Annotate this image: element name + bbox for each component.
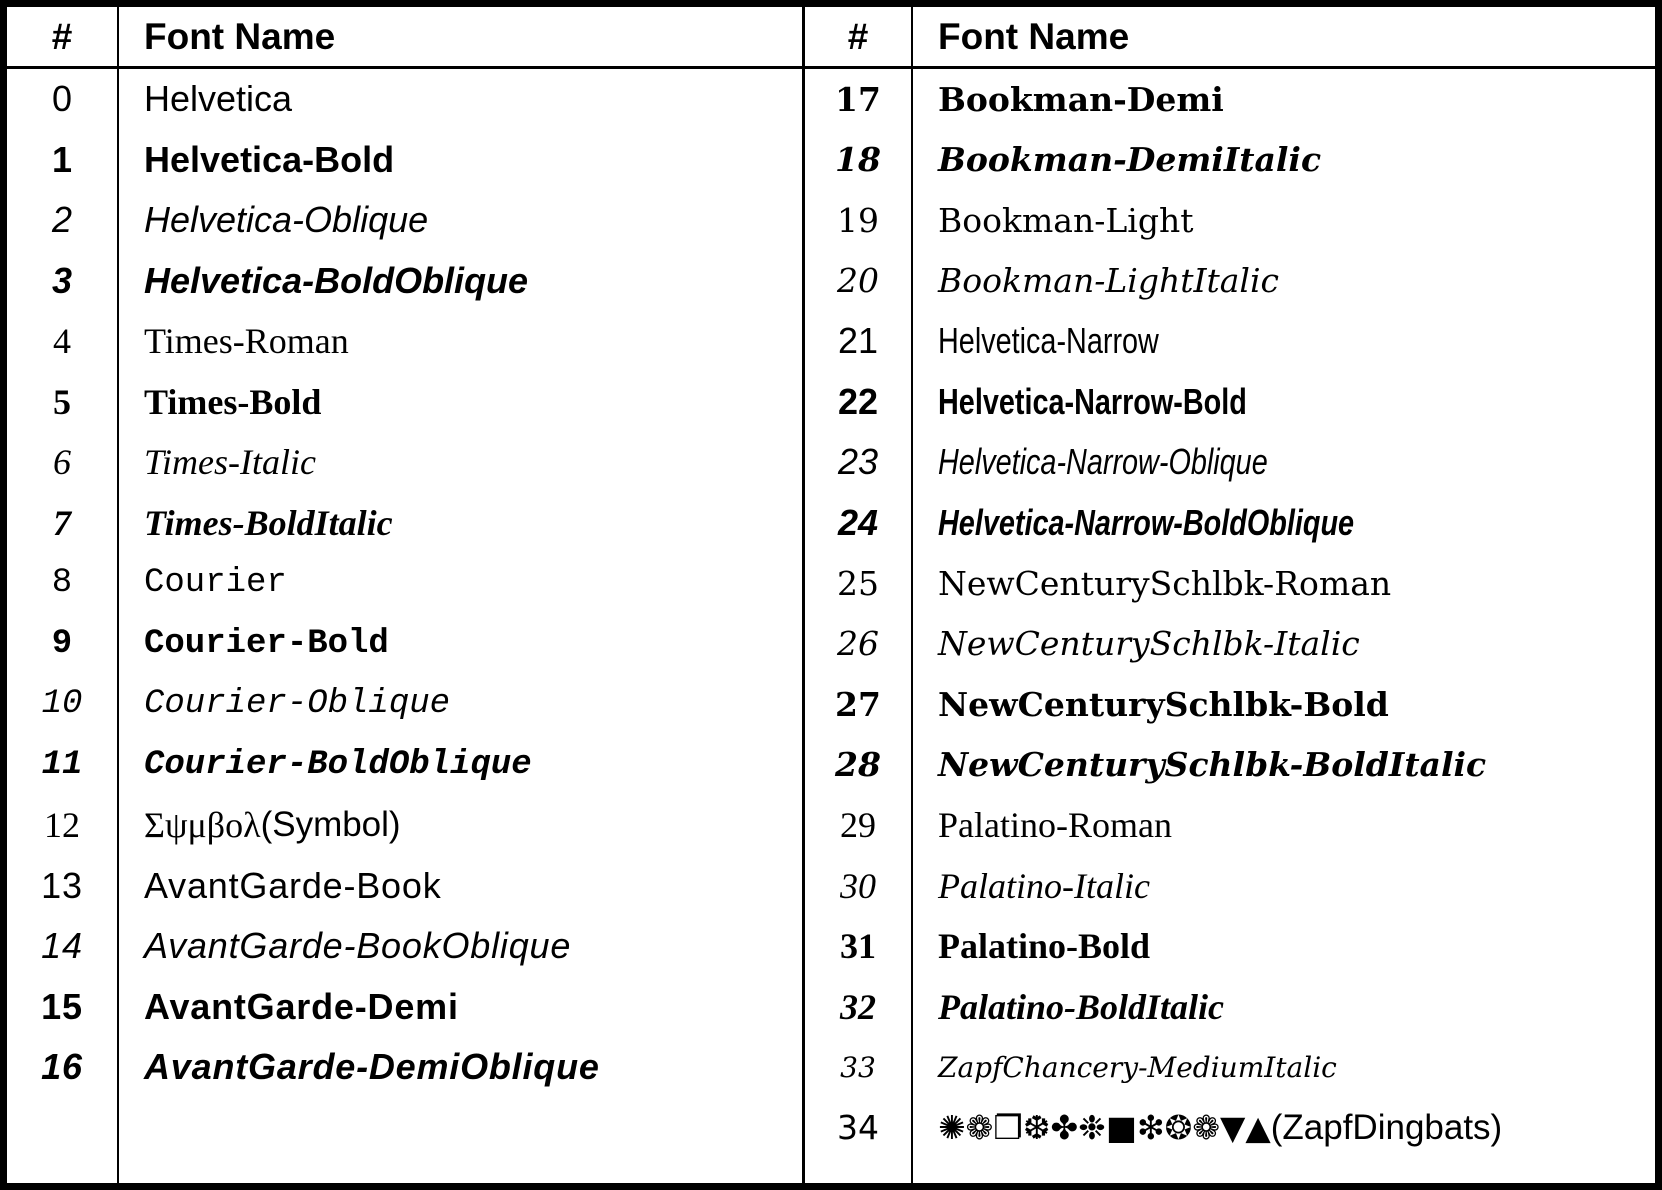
font-name-cell (119, 856, 802, 917)
font-name-cell (913, 1037, 1655, 1098)
font-name: Helvetica (144, 78, 293, 120)
font-name-cell (913, 916, 1655, 977)
table-row (805, 372, 1655, 433)
header-number-column: # (805, 7, 913, 66)
font-name: Times-Roman (144, 321, 349, 362)
font-name: Times-Bold (144, 381, 322, 422)
font-table-left-half (7, 7, 805, 1183)
font-name: Bookman-Light (938, 200, 1194, 240)
table-row (805, 674, 1655, 735)
font-name: AvantGarde-BookOblique (144, 925, 572, 967)
font-name: Palatino-Italic (938, 865, 1150, 906)
font-name: Helvetica-Bold (144, 138, 395, 180)
filler-number-cell (805, 1158, 913, 1183)
font-number: 8 (7, 553, 119, 614)
font-name: NewCenturySchlbk-Bold (938, 684, 1389, 724)
font-name-cell (119, 311, 802, 372)
font-name: Times-Italic (144, 442, 316, 483)
font-name-cell (913, 977, 1655, 1038)
font-number: 4 (7, 311, 119, 372)
header-font-name-column: Font Name (144, 15, 336, 57)
table-row (7, 372, 802, 433)
font-number: 29 (805, 795, 913, 856)
table-row (7, 916, 802, 977)
table-row (7, 190, 802, 251)
font-number: 26 (805, 614, 913, 675)
font-name: ZapfChancery-MediumItalic (938, 1050, 1337, 1084)
font-name-cell (119, 69, 802, 130)
font-name-cell (913, 735, 1655, 796)
table-row (805, 1037, 1655, 1098)
table-row (805, 735, 1655, 796)
font-number: 2 (7, 190, 119, 251)
font-name: Palatino-Bold (938, 926, 1151, 967)
table-row (805, 190, 1655, 251)
font-name-cell (119, 251, 802, 312)
font-name: Courier (144, 564, 287, 603)
table-row (805, 69, 1655, 130)
font-number: 28 (805, 735, 913, 796)
header-row (805, 7, 1655, 69)
table-row (7, 130, 802, 191)
font-number: 0 (7, 69, 119, 130)
font-name-cell (913, 251, 1655, 312)
font-number: 16 (7, 1037, 119, 1098)
font-name: Helvetica-Narrow-BoldOblique (938, 501, 1355, 543)
font-name-cell (119, 614, 802, 675)
font-name-cell (119, 432, 802, 493)
font-number: 22 (805, 372, 913, 433)
font-number: 27 (805, 674, 913, 735)
font-number: 1 (7, 130, 119, 191)
font-name-cell (119, 674, 802, 735)
font-name: Courier-BoldOblique (144, 745, 532, 784)
table-row (805, 251, 1655, 312)
font-name: Helvetica-Narrow-Bold (938, 380, 1247, 422)
font-name: Bookman-Demi (938, 79, 1224, 119)
font-name-cell (913, 493, 1655, 554)
font-number: 7 (7, 493, 119, 554)
font-name-cell (913, 130, 1655, 191)
font-table-right-half (805, 7, 1655, 1183)
font-name: NewCenturySchlbk-BoldItalic (938, 745, 1487, 785)
font-number: 17 (805, 69, 913, 130)
table-row (7, 251, 802, 312)
header-row (7, 7, 802, 69)
font-number: 32 (805, 977, 913, 1038)
font-name-cell (119, 372, 802, 433)
font-number: 3 (7, 251, 119, 312)
table-row (805, 493, 1655, 554)
filler-name-cell (913, 1158, 1655, 1183)
font-name-cell (913, 432, 1655, 493)
font-name-cell (119, 735, 802, 796)
font-number: 15 (7, 977, 119, 1038)
font-number: 14 (7, 916, 119, 977)
font-name-cell (913, 674, 1655, 735)
font-number: 13 (7, 856, 119, 917)
font-name-cell (913, 795, 1655, 856)
right-filler-row (805, 1158, 1655, 1183)
font-number: 21 (805, 311, 913, 372)
font-name: Helvetica-Oblique (144, 199, 429, 241)
font-number: 31 (805, 916, 913, 977)
font-name: Bookman-DemiItalic (938, 140, 1322, 180)
font-name: Palatino-Roman (938, 805, 1172, 846)
table-row (805, 916, 1655, 977)
table-row (7, 674, 802, 735)
header-font-name-column: Font Name (938, 15, 1130, 57)
table-row (7, 977, 802, 1038)
font-name-cell (119, 190, 802, 251)
font-name-cell (119, 1037, 802, 1098)
table-row (805, 614, 1655, 675)
font-name: Σψμβολ (144, 805, 261, 846)
font-number: 30 (805, 856, 913, 917)
font-name-suffix: (ZapfDingbats) (1270, 1107, 1503, 1147)
font-name-cell (913, 190, 1655, 251)
font-name-cell (913, 69, 1655, 130)
font-number: 34 (805, 1098, 913, 1159)
header-number-column: # (7, 7, 119, 66)
font-name-suffix: (Symbol) (260, 805, 401, 845)
font-number: 23 (805, 432, 913, 493)
font-name: AvantGarde-DemiOblique (144, 1046, 600, 1088)
font-name: Courier-Oblique (144, 685, 451, 724)
table-row (7, 69, 802, 130)
table-row (7, 493, 802, 554)
font-number: 9 (7, 614, 119, 675)
table-row (805, 130, 1655, 191)
table-row (805, 553, 1655, 614)
font-number: 10 (7, 674, 119, 735)
font-number: 20 (805, 251, 913, 312)
font-number: 19 (805, 190, 913, 251)
font-name-cell (119, 130, 802, 191)
font-name-cell (913, 614, 1655, 675)
font-name: AvantGarde-Demi (144, 985, 459, 1027)
table-row (7, 311, 802, 372)
left-filler-row (7, 1098, 802, 1184)
font-number: 25 (805, 553, 913, 614)
font-name: Palatino-BoldItalic (938, 986, 1225, 1027)
font-name: NewCenturySchlbk-Roman (938, 563, 1392, 603)
table-row (805, 1098, 1655, 1159)
table-row (7, 614, 802, 675)
table-row (805, 432, 1655, 493)
table-row (7, 1037, 802, 1098)
table-row (7, 432, 802, 493)
font-name-cell (913, 311, 1655, 372)
table-row (805, 795, 1655, 856)
font-name-cell (119, 493, 802, 554)
filler-number-cell (7, 1098, 119, 1184)
font-name: Helvetica-Narrow-Oblique (938, 441, 1268, 483)
font-name: ✺❁❐❆✤❉■❇❂❁▼▲ (938, 1108, 1271, 1148)
font-name-cell (913, 856, 1655, 917)
font-number: 6 (7, 432, 119, 493)
font-number: 5 (7, 372, 119, 433)
font-number: 24 (805, 493, 913, 554)
table-row (805, 856, 1655, 917)
font-number: 18 (805, 130, 913, 191)
table-row (7, 795, 802, 856)
table-row (7, 553, 802, 614)
font-number: 11 (7, 735, 119, 796)
font-name-cell (913, 553, 1655, 614)
table-row (805, 311, 1655, 372)
font-name-cell (119, 977, 802, 1038)
table-row (805, 977, 1655, 1038)
font-name: Helvetica-BoldOblique (144, 259, 529, 301)
font-number: 33 (805, 1037, 913, 1098)
font-name: Courier-Bold (144, 624, 389, 663)
font-name-cell (913, 372, 1655, 433)
table-row (7, 856, 802, 917)
font-name: NewCenturySchlbk-Italic (938, 624, 1360, 664)
font-name: Bookman-LightItalic (938, 261, 1280, 301)
font-name-cell (119, 795, 802, 856)
font-name-cell (119, 916, 802, 977)
font-number: 12 (7, 795, 119, 856)
font-name: Helvetica-Narrow (938, 320, 1159, 362)
font-name: AvantGarde-Book (144, 864, 442, 906)
font-name-cell (913, 1098, 1655, 1159)
font-name: Times-BoldItalic (144, 502, 393, 543)
table-row (7, 735, 802, 796)
filler-name-cell (119, 1098, 802, 1184)
font-name-cell (119, 553, 802, 614)
